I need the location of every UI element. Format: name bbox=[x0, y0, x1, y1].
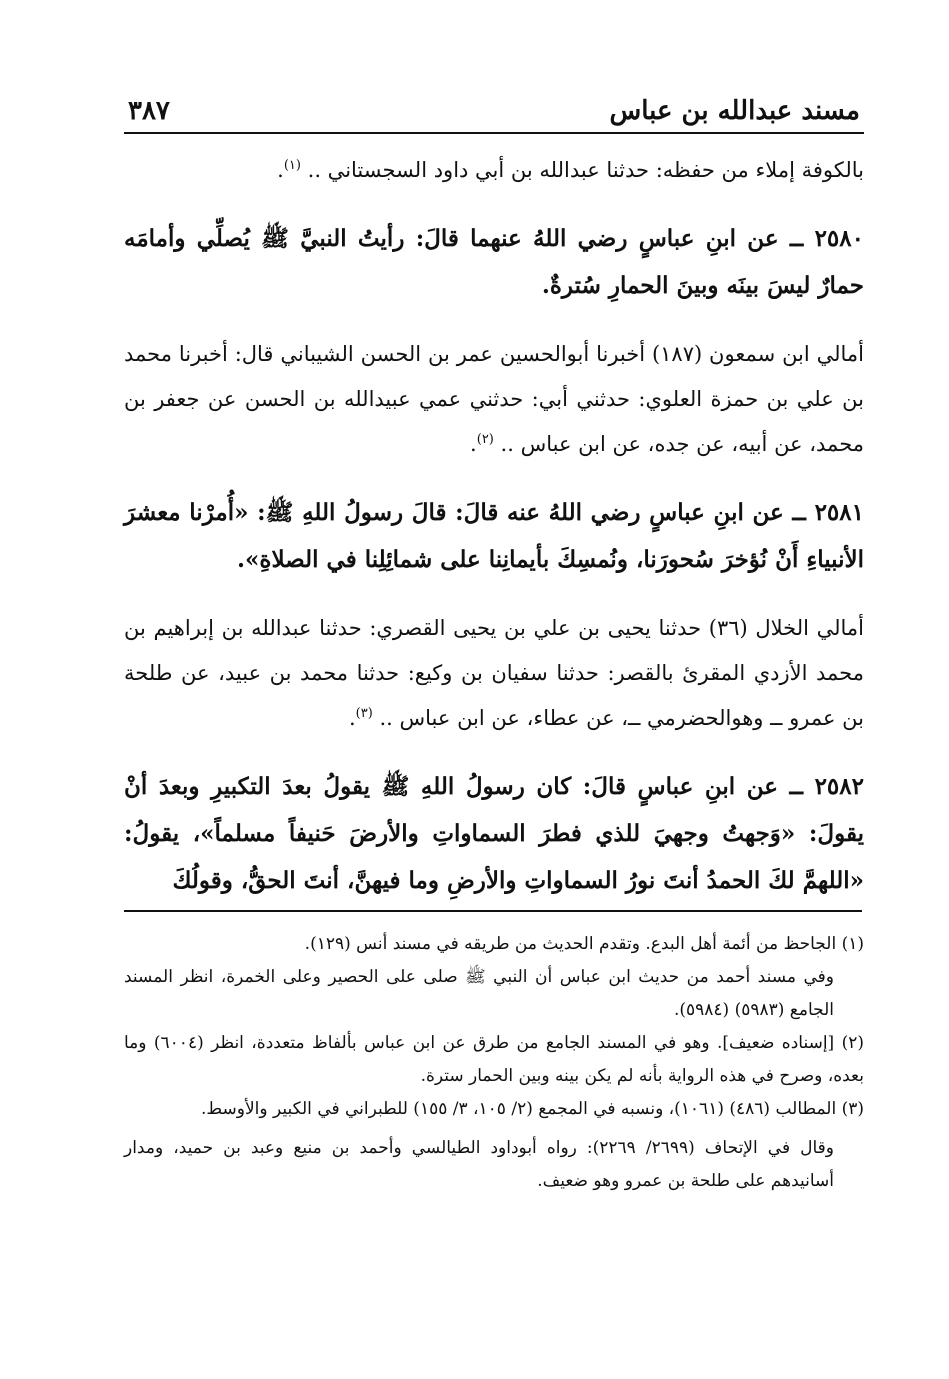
source-2580-text: أمالي ابن سمعون (١٨٧) أخبرنا أبوالحسين عمر بن الحسن الشيباني قال: أخبرنا محمد بن علي بن حمزة العلوي: حدثني أبي: حدثني عمي عبيدالله بن الحسن عن جعفر بن محمد، عن أبيه، عن جده، عن ابن عباس .. bbox=[124, 342, 864, 456]
source-2580 bbox=[124, 332, 864, 467]
source-2581-text: أمالي الخلال (٣٦) حدثنا يحيى بن علي بن يحيى القصري: حدثنا عبدالله بن إبراهيم بن محمد الأزدي المقرئ بالقصر: حدثنا سفيان بن وكيع: حدثنا محمد بن عبيد، عن طلحة بن عمرو ــ وهوالحضرمي ــ، عن عطاء، عن ابن عباس .. bbox=[124, 616, 864, 730]
source-2581-end: . bbox=[348, 706, 356, 730]
footnote-2: (٢) [إسناده ضعيف]. وهو في المسند الجامع من طرق عن ابن عباس بألفاظ متعددة، انظر (٦٠٠٤) وما بعده، وصرح في هذه الرواية بأنه لم يكن بينه وبين الحمار سترة. bbox=[124, 1033, 864, 1086]
footnote-3: (٣) المطالب (٤٨٦) (١٠٦١)، ونسبه في المجمع (٢/ ١٠٥، ٣/ ١٥٥) للطبراني في الكبير والأوسط. bbox=[200, 1099, 864, 1119]
page-body bbox=[124, 80, 864, 927]
source-2581 bbox=[124, 606, 864, 741]
footnote-ref-2[interactable]: (٢) bbox=[476, 432, 494, 447]
hadith-2581: ٢٥٨١ ــ عن ابنِ عباسٍ رضي اللهُ عنه قالَ: قالَ رسولُ اللهِ ﷺ: «أُمرْنا معشرَ الأنبياءِ أَنْ نُؤخرَ سُحورَنا، ونُمسِكَ بأيمانِنا على شمائِلِنا في الصلاةِ». bbox=[124, 499, 864, 573]
footnote-divider bbox=[124, 910, 862, 912]
footnote-3-continued: وقال في الإتحاف (٢٦٩٩/ ٢٢٦٩): رواه أبوداود الطيالسي وأحمد بن منيع وعبد بن حميد، ومدار أسانيدهم على طلحة بن عمرو وهو ضعيف. bbox=[124, 1138, 834, 1191]
hadith-2582: ٢٥٨٢ ــ عن ابنِ عباسٍ قالَ: كان رسولُ اللهِ ﷺ يقولُ بعدَ التكبيرِ وبعدَ أنْ يقولَ: «وَجهتُ وجهيَ للذي فطرَ السماواتِ والأرضَ حَنيفاً مسلماً»، يقولُ: «اللهمَّ لكَ الحمدُ أنتَ نورُ السماواتِ والأرضِ وما فيهنَّ، أنتَ الحقُّ، وقولُكَ bbox=[124, 773, 864, 894]
intro-end: . bbox=[277, 158, 284, 182]
source-2580-end: . bbox=[470, 432, 477, 456]
footnote-1-continued: وفي مسند أحمد من حديث ابن عباس أن النبي ﷺ صلى على الحصير وعلى الخمرة، انظر المسند الجامع (٥٩٨٣) (٥٩٨٤). bbox=[124, 967, 834, 1020]
footnote-ref-1[interactable]: (١) bbox=[283, 158, 301, 173]
intro-text: بالكوفة إملاء من حفظه: حدثنا عبدالله بن أبي داود السجستاني .. bbox=[300, 158, 864, 182]
footnote-1: (١) الجاحظ من أئمة أهل البدع. وتقدم الحديث من طريقه في مسند أنس (١٢٩). bbox=[304, 934, 864, 954]
page-number: ٣٨٧ bbox=[128, 96, 170, 126]
running-header bbox=[124, 80, 864, 134]
hadith-2580: ٢٥٨٠ ــ عن ابنِ عباسٍ رضي اللهُ عنهما قالَ: رأيتُ النبيَّ ﷺ يُصلِّي وأمامَه حمارٌ ليسَ بينَه وبينَ الحمارِ سُترةٌ. bbox=[124, 225, 864, 299]
footnote-ref-3[interactable]: (٣) bbox=[355, 706, 373, 721]
intro-paragraph bbox=[124, 148, 864, 193]
footnotes-section bbox=[124, 928, 864, 1198]
running-title: مسند عبدالله بن عباس bbox=[609, 96, 860, 126]
